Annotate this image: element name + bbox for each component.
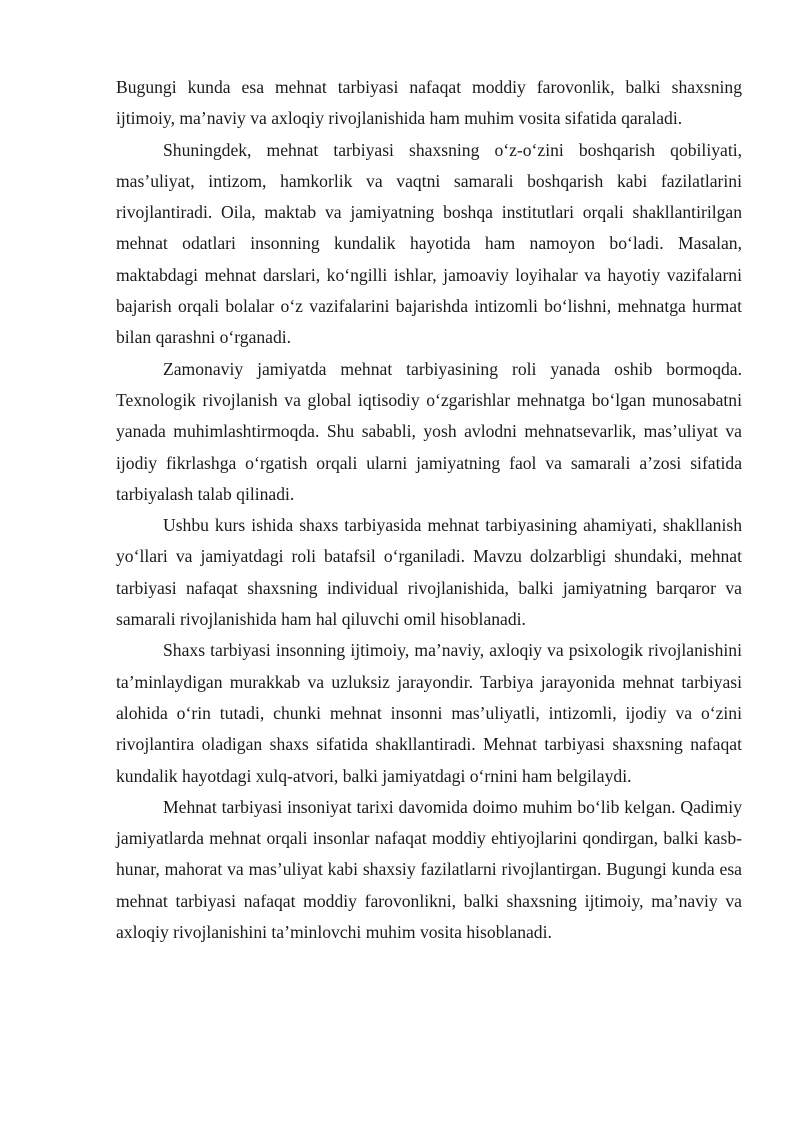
paragraph-3: Zamonaviy jamiyatda mehnat tarbiyasining roli yanada oshib bormoqda. Texnologik rivojlanish va global iqtisodiy o‘zgarishlar mehnatga bo‘lgan munosabatni yanada muhimlashtirmoqda. Shu sababli, yosh avlodni mehnatsevarlik, mas’uliyat va ijodiy fikrlashga o‘rgatish orqali ularni jamiyatning faol va samarali a’zosi sifatida tarbiyalash talab qilinadi.: [116, 358, 742, 504]
document-body: [116, 72, 742, 948]
paragraph-6: Mehnat tarbiyasi insoniyat tarixi davomida doimo muhim bo‘lib kelgan. Qadimiy jamiyatlarda mehnat orqali insonlar nafaqat moddiy ehtiyojlarini qondirgan, balki kasb-hunar, mahorat va mas’uliyat kabi shaxsiy fazilatlarni rivojlantirgan. Bugungi kunda esa mehnat tarbiyasi nafaqat moddiy farovonlikni, balki shaxsning ijtimoiy, ma’naviy va axloqiy rivojlanishini ta’minlovchi muhim vosita hisoblanadi.: [116, 796, 742, 943]
paragraph-4: Ushbu kurs ishida shaxs tarbiyasida mehnat tarbiyasining ahamiyati, shakllanish yo‘llari va jamiyatdagi roli batafsil o‘rganiladi. Mavzu dolzarbligi shundaki, mehnat tarbiyasi nafaqat shaxsning individual rivojlanishida, balki jamiyatning barqaror va samarali rivojlanishida ham hal qiluvchi omil hisoblanadi.: [116, 515, 742, 630]
paragraph-5: Shaxs tarbiyasi insonning ijtimoiy, ma’naviy, axloqiy va psixologik rivojlanishini ta’minlaydigan murakkab va uzluksiz jarayondir. Tarbiya jarayonida mehnat tarbiyasi alohida o‘rin tutadi, chunki mehnat insonni mas’uliyatli, intizomli, ijodiy va o‘zini rivojlantira oladigan shaxs sifatida shakllantiradi. Mehnat tarbiyasi shaxsning nafaqat kundalik hayotdagi xulq-atvori, balki jamiyatdagi o‘rnini ham belgilaydi.: [116, 640, 742, 786]
paragraph-2: Shuningdek, mehnat tarbiyasi shaxsning o‘z-o‘zini boshqarish qobiliyati, mas’uliyat, intizom, hamkorlik va vaqtni samarali boshqarish kabi fazilatlarini rivojlantiradi. Oila, maktab va jamiyatning boshqa institutlari orqali shakllantirilgan mehnat odatlari insonning kundalik hayotida ham namoyon bo‘ladi. Masalan, maktabdagi mehnat darslari, ko‘ngilli ishlar, jamoaviy loyihalar va hayotiy vazifalarni bajarish orqali bolalar o‘z vazifalarini bajarishda intizomli bo‘lishni, mehnatga hurmat bilan qarashni o‘rganadi.: [116, 139, 742, 348]
paragraph-1: Bugungi kunda esa mehnat tarbiyasi nafaqat moddiy farovonlik, balki shaxsning ijtimoiy, ma’naviy va axloqiy rivojlanishida ham muhim vosita sifatida qaraladi.: [116, 77, 742, 129]
